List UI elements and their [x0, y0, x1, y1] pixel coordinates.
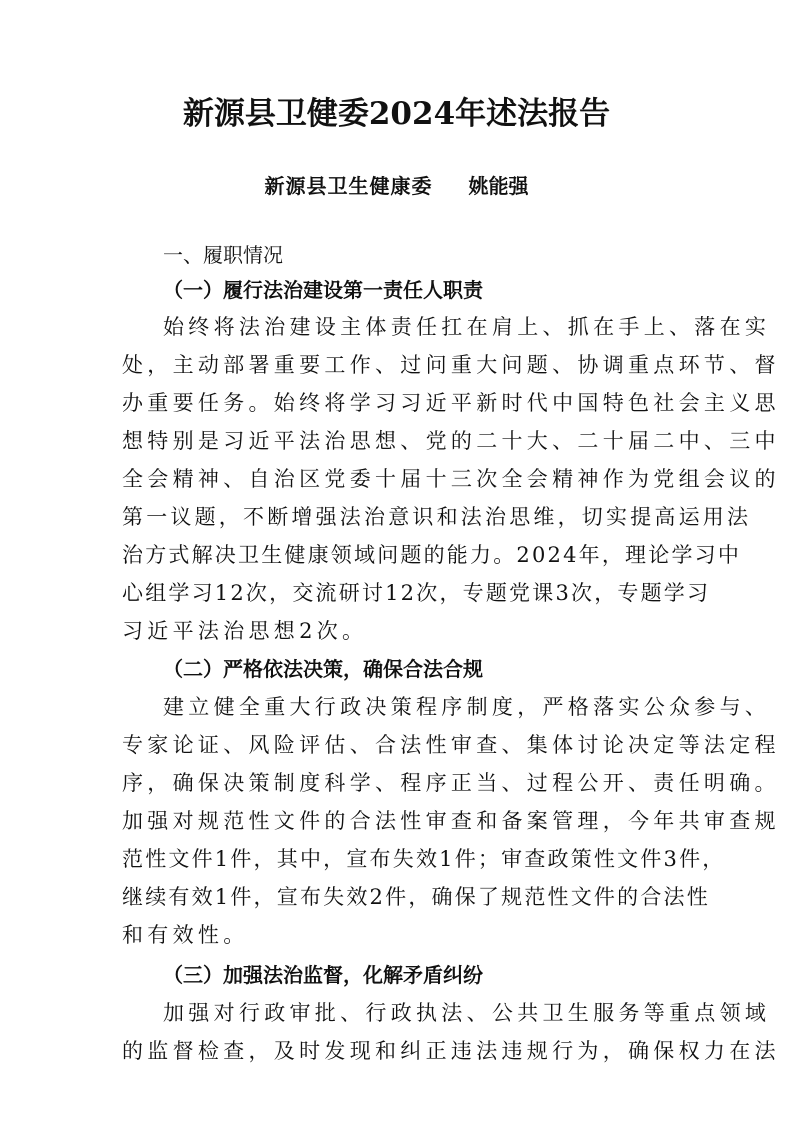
- document-title: 新源县卫健委2024年述法报告: [182, 96, 611, 132]
- paragraph-line: 和有效性。: [122, 923, 249, 947]
- section-heading: 一、履职情况: [163, 243, 283, 267]
- paragraph-line: 第一议题，不断增强法治意识和法治思维，切实提高运用法: [122, 505, 752, 529]
- paragraph-line: 建立健全重大行政决策程序制度，严格落实公众参与、: [163, 695, 771, 719]
- paragraph-line: 想特别是习近平法治思想、党的二十大、二十届二中、三中: [122, 429, 780, 453]
- paragraph-line: 始终将法治建设主体责任扛在肩上、抓在手上、落在实: [163, 315, 771, 339]
- paragraph-line: 全会精神、自治区党委十届十三次全会精神作为党组会议的: [122, 467, 780, 491]
- paragraph-line: 专家论证、风险评估、合法性审查、集体讨论决定等法定程: [122, 733, 780, 757]
- subsection-heading: （一）履行法治建设第一责任人职责: [163, 278, 483, 302]
- paragraph-line: 范性文件1件，其中，宣布失效1件；审查政策性文件3件，: [122, 847, 726, 871]
- paragraph-line: 治方式解决卫生健康领域问题的能力。2024年，理论学习中: [122, 543, 742, 567]
- paragraph-line: 序，确保决策制度科学、程序正当、过程公开、责任明确。: [122, 771, 780, 795]
- subsection-heading: （二）严格依法决策，确保合法合规: [163, 657, 483, 681]
- paragraph-line: 处，主动部署重要工作、过问重大问题、协调重点环节、督: [122, 353, 780, 377]
- paragraph-line: 加强对规范性文件的合法性审查和备案管理，今年共审查规: [122, 809, 780, 833]
- subsection-heading: （三）加强法治监督，化解矛盾纠纷: [163, 963, 483, 987]
- paragraph-line: 心组学习12次，交流研讨12次，专题党课3次，专题学习: [122, 581, 711, 605]
- author-organization: 新源县卫生健康委: [264, 174, 433, 198]
- author-name: 姚能强: [468, 174, 529, 198]
- paragraph-line: 办重要任务。始终将学习习近平新时代中国特色社会主义思: [122, 391, 780, 415]
- paragraph-line: 习近平法治思想2次。: [122, 619, 368, 643]
- paragraph-line: 继续有效1件，宣布失效2件，确保了规范性文件的合法性: [122, 885, 710, 909]
- paragraph-line: 的监督检查，及时发现和纠正违法违规行为，确保权力在法: [122, 1039, 780, 1063]
- author-line: [0, 172, 793, 200]
- paragraph-line: 加强对行政审批、行政执法、公共卫生服务等重点领域: [163, 1001, 771, 1025]
